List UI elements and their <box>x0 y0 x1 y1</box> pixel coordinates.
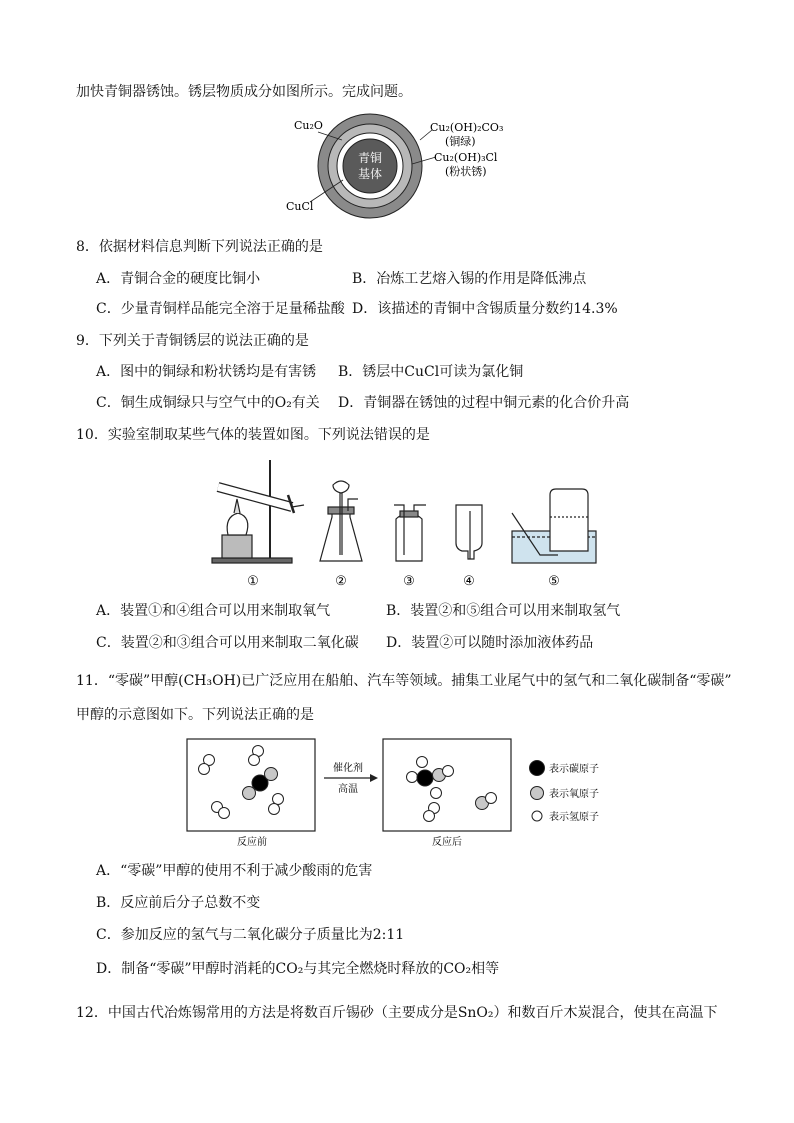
apparatus-label-5: ⑤ <box>548 574 560 589</box>
label-cu2o: Cu₂O <box>294 119 323 132</box>
rust-layer-diagram <box>280 112 520 220</box>
legend-hydrogen-swatch <box>532 811 542 821</box>
question-9-option-b[interactable]: B．锈层中CuCl可读为氯化铜 <box>338 364 524 380</box>
question-9-option-d[interactable]: D．青铜器在锈蚀的过程中铜元素的化合价升高 <box>338 395 630 411</box>
intro-text: 加快青铜器锈蚀。锈层物质成分如图所示。完成问题。 <box>76 84 412 100</box>
label-powder-name: (粉状锈) <box>445 165 487 178</box>
apparatus-label-2: ② <box>335 574 347 589</box>
apparatus-label-3: ③ <box>403 574 415 589</box>
after-box <box>383 739 511 831</box>
question-8-option-d[interactable]: D．该描述的青铜中含锡质量分数约14.3% <box>352 301 618 317</box>
label-malachite: Cu₂(OH)₂CO₃ <box>430 121 504 134</box>
question-12-stem: 12．中国古代冶炼锡常用的方法是将数百斤锡砂（主要成分是SnO₂）和数百斤木炭混合，使其在高温下 <box>76 1005 718 1021</box>
legend <box>530 761 600 824</box>
label-malachite-name: (铜绿) <box>445 135 476 148</box>
core-label-2: 基体 <box>357 167 383 181</box>
question-10-option-d[interactable]: D．装置②可以随时添加液体药品 <box>386 635 594 651</box>
gas-apparatus-diagram <box>200 455 600 595</box>
before-box <box>187 739 315 831</box>
apparatus-2 <box>320 481 362 561</box>
question-8-option-a[interactable]: A．青铜合金的硬度比铜小 <box>96 271 261 287</box>
after-label: 反应后 <box>432 837 462 848</box>
legend-hydrogen: 表示氢原子 <box>549 812 599 823</box>
question-10-option-c[interactable]: C．装置②和③组合可以用来制取二氧化碳 <box>96 635 359 651</box>
question-9-stem: 9．下列关于青铜锈层的说法正确的是 <box>76 333 309 349</box>
question-11-stem-line-2: 甲醇的示意图如下。下列说法正确的是 <box>76 707 314 723</box>
question-11-stem-line-1: 11．“零碳”甲醇(CH₃OH)已广泛应用在船舶、汽车等领域。捕集工业尾气中的氢气和二氧化碳制备“零碳” <box>76 673 732 689</box>
question-11-option-d[interactable]: D．制备“零碳”甲醇时消耗的CO₂与其完全燃烧时释放的CO₂相等 <box>96 961 500 977</box>
question-8-option-c[interactable]: C．少量青铜样品能完全溶于足量稀盐酸 <box>96 301 345 317</box>
label-powder: Cu₂(OH)₃Cl <box>434 151 498 164</box>
question-11-option-b[interactable]: B．反应前后分子总数不变 <box>96 895 261 911</box>
label-cucl: CuCl <box>286 200 314 213</box>
question-11-option-c[interactable]: C．参加反应的氢气与二氧化碳分子质量比为2:11 <box>96 927 405 943</box>
legend-carbon: 表示碳原子 <box>549 764 599 775</box>
legend-oxygen: 表示氧原子 <box>549 789 599 800</box>
arrow-temperature-label: 高温 <box>338 784 358 795</box>
methanol-reaction-diagram <box>186 738 626 850</box>
legend-carbon-swatch <box>530 761 545 776</box>
question-8-stem: 8．依据材料信息判断下列说法正确的是 <box>76 239 323 255</box>
apparatus-4 <box>456 505 482 559</box>
question-11-option-a[interactable]: A．“零碳”甲醇的使用不利于减少酸雨的危害 <box>96 863 373 879</box>
question-9-option-a[interactable]: A．图中的铜绿和粉状锈均是有害锈 <box>96 364 317 380</box>
apparatus-1 <box>212 460 304 563</box>
core-label-1: 青铜 <box>357 151 383 165</box>
apparatus-3 <box>394 505 426 561</box>
before-label: 反应前 <box>237 837 267 848</box>
bronze-core <box>343 139 397 193</box>
legend-oxygen-swatch <box>531 787 544 800</box>
question-9-option-c[interactable]: C．铜生成铜绿只与空气中的O₂有关 <box>96 395 320 411</box>
question-10-option-a[interactable]: A．装置①和④组合可以用来制取氧气 <box>96 603 331 619</box>
question-10-stem: 10．实验室制取某些气体的装置如图。下列说法错误的是 <box>76 427 430 443</box>
apparatus-label-4: ④ <box>463 574 475 589</box>
apparatus-label-1: ① <box>247 574 259 589</box>
apparatus-5 <box>512 489 596 563</box>
question-8-option-b[interactable]: B．冶炼工艺熔入锡的作用是降低沸点 <box>352 271 587 287</box>
arrow-catalyst-label: 催化剂 <box>333 763 363 774</box>
question-10-option-b[interactable]: B．装置②和⑤组合可以用来制取氢气 <box>386 603 621 619</box>
